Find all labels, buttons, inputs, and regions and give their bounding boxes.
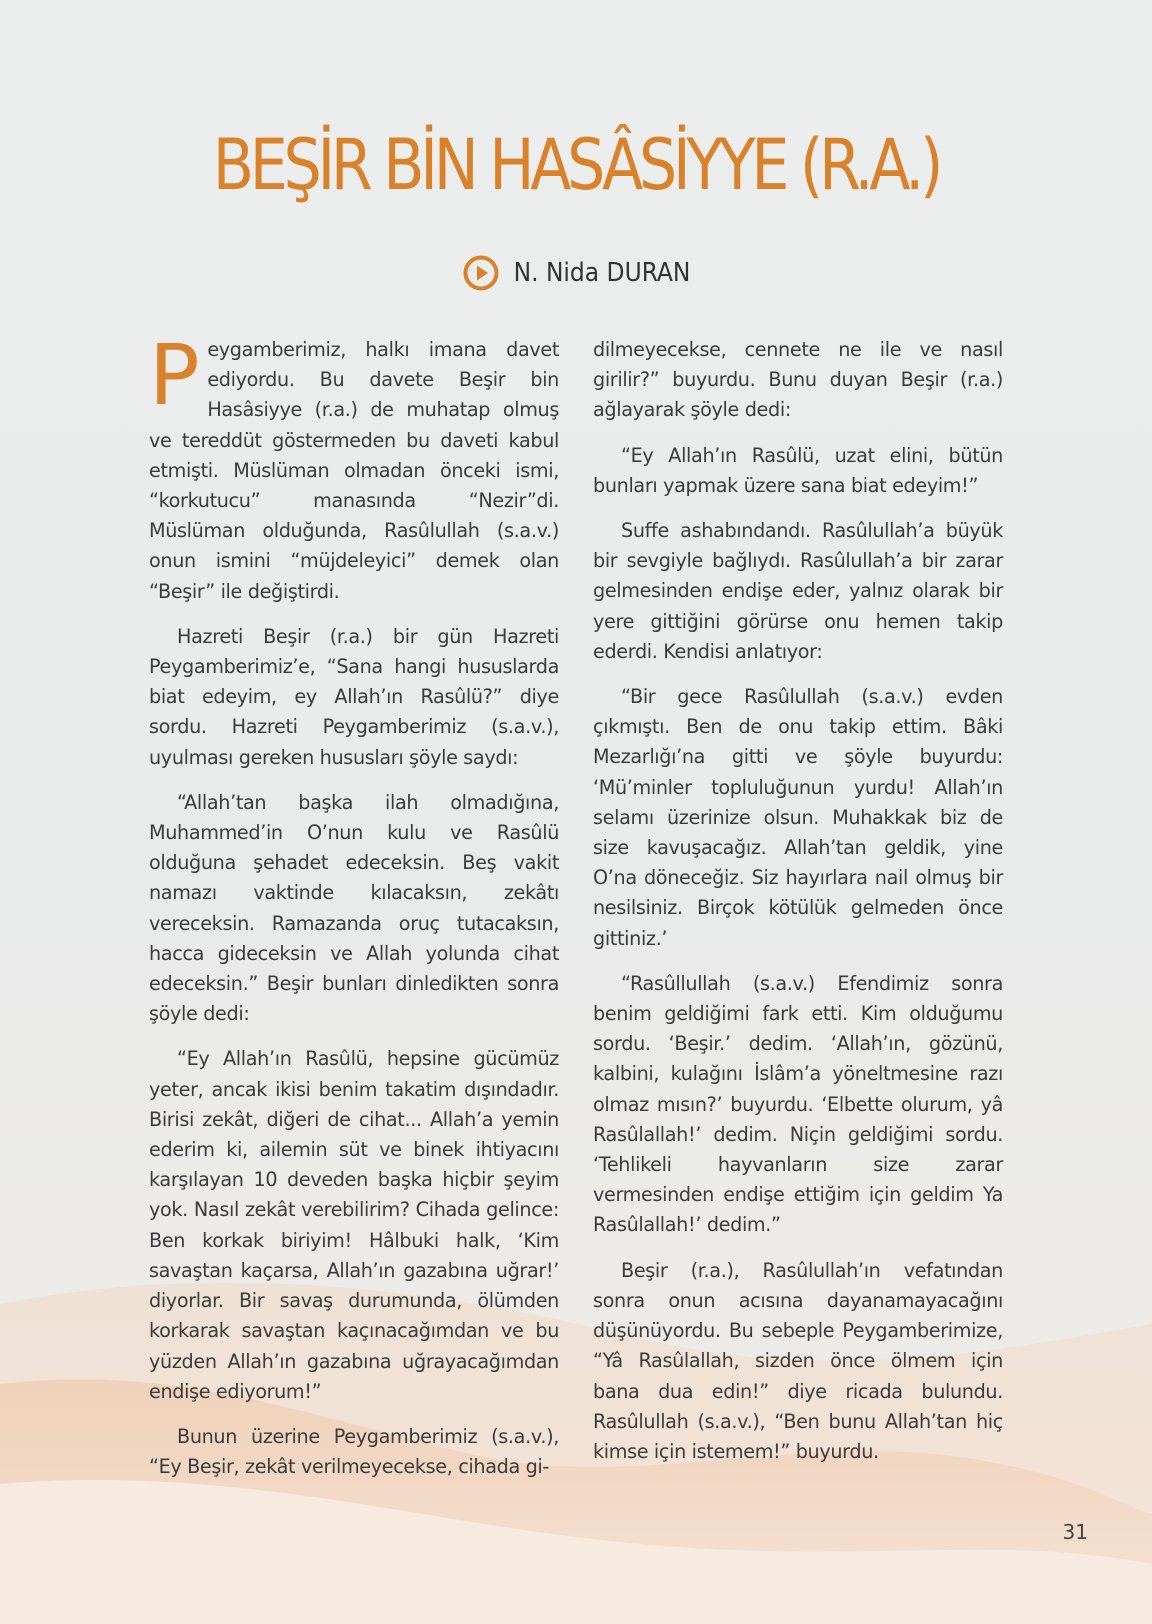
continued-paragraph: dilmeyecekse, cennete ne ile ve nasıl girilir?” buyurdu. Bunu duyan Beşir (r.a.) ağlayarak şöyle dedi: — [593, 338, 1003, 422]
drop-cap: P — [149, 326, 200, 424]
paragraph: “Allah’tan başka ilah olmadığına, Muhammed’in O’nun kulu ve Rasûlü olduğuna şehadet edeceksin. Beş vakit namazı vaktinde kılacaksın, zekâtı vereceksin. Ramazanda oruç tutacaksın, hacca gideceksin ve Allah yolunda cihat edeceksin.” Beşir bunları dinledikten sonra şöyle dedi: — [149, 790, 559, 1026]
paragraph: “Ey Allah’ın Rasûlü, hepsine gücümüz yeter, ancak ikisi benim takatim dışındadır. Birisi zekât, diğeri de cihat... Allah’a yemin ederim ki, ailemin süt ve binek ihtiyacını karşılayan 10 deveden başka hiçbir şeyim yok. Nasıl zekât verebilirim? Cihada gelince: Ben korkak biriyim! Hâlbuki halk, ‘Kim savaştan kaçarsa, Allah’ın gazabına uğrar!’ diyorlar. Bir savaş durumunda, ölümden korkarak savaştan kaçınacağımdan ve bu yüzden Allah’ın gazabına uğrayacağımdan endişe ediyorum!” — [149, 1047, 559, 1403]
left-column — [149, 326, 559, 1497]
paragraph: “Rasûllullah (s.a.v.) Efendimiz sonra benim geldiğimi fark etti. Kim olduğumu sordu. ‘Beşir.’ dedim. ‘Allah’ın, gözünü, kalbini, kulağını İslâm’a yöneltmesine razı olmaz mısın?’ buyurdu. ‘Elbette olurum, yâ Rasûlallah!’ dedim. Niçin geldiğimi sordu. ‘Tehlikeli hayvanların size zarar vermesinden endişe ettiğim için geldim Ya Rasûlallah!’ dedim.” — [593, 971, 1003, 1237]
play-circle-icon — [462, 254, 500, 292]
paragraph: Hazreti Beşir (r.a.) bir gün Hazreti Peygamberimiz’e, “Sana hangi hususlarda biat edeyim, ey Allah’ın Rasûlü?” diye sordu. Hazreti Peygamberimiz (s.a.v.), uyulması gereken hususları şöyle saydı: — [149, 624, 559, 769]
author-name: N. Nida DURAN — [513, 258, 691, 288]
page-number: 31 — [1062, 1520, 1088, 1544]
paragraph: Suffe ashabındandı. Rasûlullah’a büyük bir sevgiyle bağlıydı. Rasûlullah’a bir zarar gelmesinden endişe eder, yalnız olarak bir yere gittiğini görürse onu hemen takip ederdi. Kendisi anlatıyor: — [593, 519, 1003, 663]
paragraph: “Bir gece Rasûlullah (s.a.v.) evden çıkmıştı. Ben de onu takip ettim. Bâki Mezarlığı’na gitti ve şöyle buyurdu: ‘Mü’minler topluluğunun yurdu! Allah’ın selamı üzerinize olsun. Muhakkak biz de size kavuşacağız. Allah’tan geldik, yine O’na döneceğiz. Siz hayırlara nail olmuş bir nesilsiniz. Birçok kötülük gelmeden önce gittiniz.’ — [593, 685, 1003, 950]
paragraph: “Ey Allah’ın Rasûlü, uzat elini, bütün bunları yapmak üzere sana biat edeyim!” — [593, 443, 1003, 497]
paragraph: Bunun üzerine Peygamberimiz (s.a.v.), “Ey Beşir, zekât verilmeyecekse, cihada gi- — [149, 1424, 559, 1479]
paragraph: Beşir (r.a.), Rasûlullah’ın vefatından sonra onun acısına dayanamayacağını düşünüyordu. Bu sebeple Peygamberimize, “Yâ Rasûlallah, sizden önce ölmem için bana dua edin!” diye ricada bulundu. Rasûlullah (s.a.v.), “Ben bunu Allah’tan hiç kimse için istemem!” buyurdu. — [593, 1258, 1003, 1463]
article-title: BEŞİR BİN HASÂSİYYE (R.A.) — [212, 124, 940, 206]
right-column — [593, 335, 1003, 1482]
first-paragraph-text: eygamberimiz, halkı imana davet ediyordu. Bu davete Beşir bin Hasâsiyye (r.a.) de muhatap olmuş ve tereddüt göstermeden bu daveti kabul etmişti. Müslüman olmadan önceki ismi, “korkutucu” manasında “Nezir”di. Müslüman olduğunda, Rasûlullah (s.a.v.) onun ismini “müjdeleyici” demek olan “Beşir” ile değiştirdi. — [149, 338, 559, 603]
first-paragraph — [149, 326, 559, 607]
byline — [0, 254, 1152, 292]
